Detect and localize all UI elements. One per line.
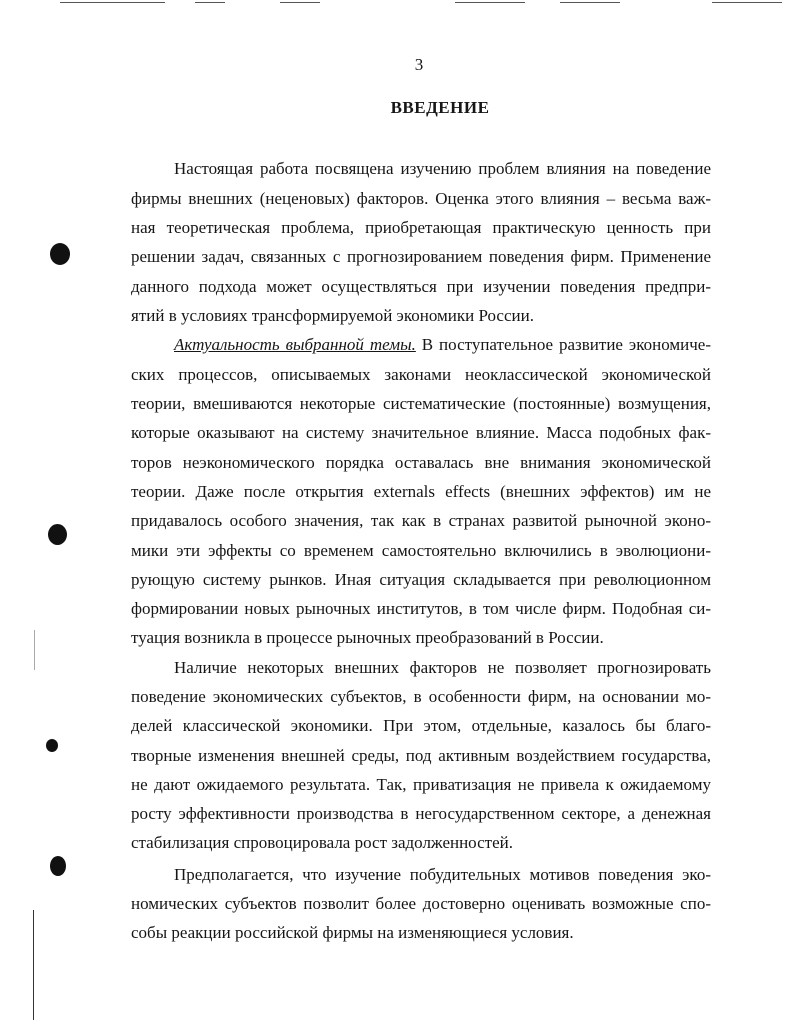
topic-relevance-label: Актуальность выбранной темы. [174,335,416,354]
text-run: В поступательное развитие экономиче- [415,335,711,354]
binder-hole [50,856,66,876]
scan-rule [712,2,782,3]
text-line: Настоящая работа посвящена изучению проблем влияния на поведение [174,159,711,178]
text-line: придавалось особого значения, так как в странах развитой рыночной эконо- [131,511,711,530]
text-line: собы реакции российской фирмы на изменяющиеся условия. [131,923,574,942]
text-line: формировании новых рыночных институтов, в том числе фирм. Подобная си- [131,599,711,618]
text-line: фирмы внешних (неценовых) факторов. Оценка этого влияния – весьма важ- [131,189,711,208]
page-number: 3 [414,55,424,74]
scan-rule [280,2,320,3]
text-line: рующую систему рынков. Иная ситуация складывается при революционном [131,570,711,589]
scan-rule [560,2,620,3]
text-line: мики эти эффекты со временем самостоятельно включились в эволюциони- [131,541,711,560]
scan-edge [34,630,35,670]
text-line: стабилизация спровоцировала рост задолженностей. [131,833,513,852]
text-line: номических субъектов позволит более достоверно оценивать возможные спо- [131,894,711,913]
text-line: теории. Даже после открытия externals effects (внешних эффектов) им не [131,482,711,501]
text-line: поведение экономических субъектов, в особенности фирм, на основании мо- [131,687,711,706]
text-line: туация возникла в процессе рыночных преобразований в России. [131,628,604,647]
text-line: творные изменения внешней среды, под активным воздействием государства, [131,746,711,765]
text-line: делей классической экономики. При этом, отдельные, казалось бы благо- [131,716,711,735]
binder-hole [48,524,67,545]
text-line: Наличие некоторых внешних факторов не позволяет прогнозировать [174,658,711,677]
scan-rule [455,2,525,3]
text-line: решении задач, связанных с прогнозированием поведения фирм. Применение [131,247,711,266]
page-title: ВВЕДЕНИЕ [390,98,490,117]
scan-rule [60,2,165,3]
text-line: Предполагается, что изучение побудительных мотивов поведения эко- [174,865,711,884]
binder-hole [50,243,70,265]
binder-hole [46,739,58,752]
text-line: ятий в условиях трансформируемой экономики России. [131,306,534,325]
scan-rule [195,2,225,3]
text-line: росту эффективности производства в негосударственном секторе, а денежная [131,804,711,823]
text-line: ная теоретическая проблема, приобретающая практическую ценность при [131,218,711,237]
text-line: теории, вмешиваются некоторые систематические (постоянные) возмущения, [131,394,711,413]
text-line: ских процессов, описываемых законами неоклассической экономической [131,365,711,384]
text-line: данного подхода может осуществляться при изучении поведения предпри- [131,277,711,296]
text-line [174,334,711,356]
text-line: торов неэкономического порядка оставалась вне внимания экономической [131,453,711,472]
text-line: не дают ожидаемого результата. Так, приватизация не привела к ожидаемому [131,775,711,794]
text-line: которые оказывают на систему значительное влияние. Масса подобных фак- [131,423,711,442]
scan-edge [33,910,34,1020]
